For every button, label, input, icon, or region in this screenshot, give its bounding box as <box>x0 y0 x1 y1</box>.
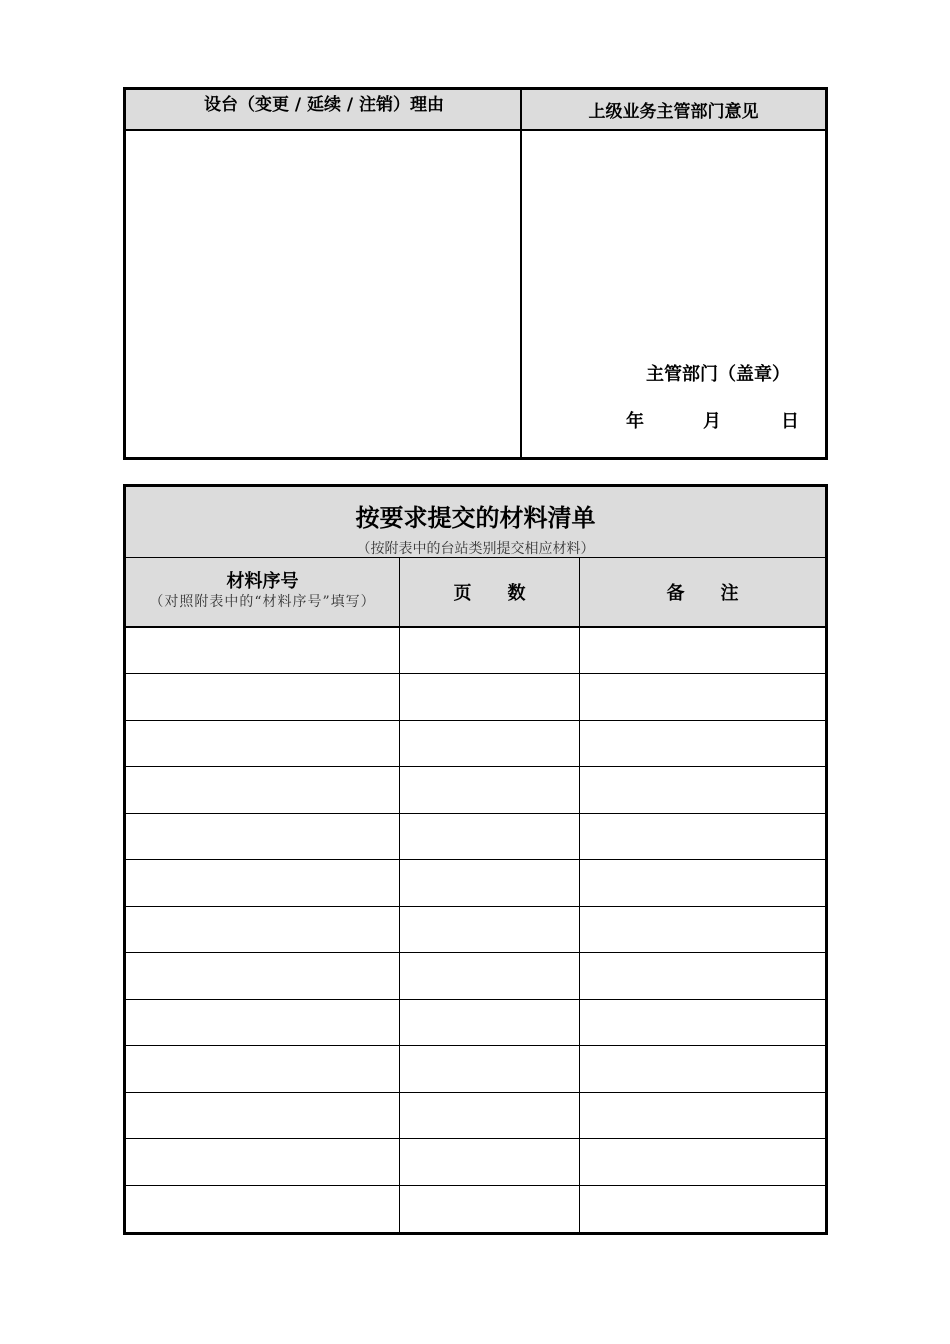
table-row <box>126 1186 825 1232</box>
serial-cell[interactable] <box>126 1139 399 1184</box>
pages-cell[interactable] <box>400 814 579 859</box>
serial-cell[interactable] <box>126 767 399 812</box>
table-row <box>126 1093 825 1139</box>
column-header-serial <box>126 558 399 626</box>
table-row <box>126 628 825 674</box>
pages-cell[interactable] <box>400 1093 579 1138</box>
serial-cell[interactable] <box>126 721 399 766</box>
supervisor-opinion-header: 上级业务主管部门意见 <box>522 90 825 131</box>
remarks-cell[interactable] <box>580 907 825 952</box>
table-row <box>126 1139 825 1185</box>
materials-rows <box>126 628 825 1232</box>
serial-cell[interactable] <box>126 907 399 952</box>
pages-cell[interactable] <box>400 721 579 766</box>
reason-field[interactable] <box>126 131 520 457</box>
remarks-cell[interactable] <box>580 814 825 859</box>
remarks-cell[interactable] <box>580 674 825 719</box>
serial-cell[interactable] <box>126 814 399 859</box>
table-row <box>126 721 825 767</box>
serial-cell[interactable] <box>126 1046 399 1091</box>
materials-column-header-row <box>126 558 825 628</box>
column-header-serial-note: （对照附表中的“材料序号”填写） <box>149 594 376 610</box>
table-row <box>126 860 825 906</box>
remarks-cell[interactable] <box>580 721 825 766</box>
reason-header: 设台（变更 / 延续 / 注销）理由 <box>126 90 522 131</box>
remarks-cell[interactable] <box>580 1046 825 1091</box>
date-day-label: 日 <box>781 411 799 432</box>
table-row <box>126 1000 825 1046</box>
table-row <box>126 767 825 813</box>
column-header-serial-label: 材料序号 <box>226 571 299 592</box>
remarks-cell[interactable] <box>580 953 825 998</box>
seal-label: 主管部门（盖章） <box>646 364 790 385</box>
column-header-pages: 页 数 <box>453 583 526 604</box>
materials-title-cell <box>126 487 825 558</box>
remarks-cell[interactable] <box>580 1000 825 1045</box>
pages-cell[interactable] <box>400 628 579 673</box>
table-row <box>126 953 825 999</box>
pages-cell[interactable] <box>400 860 579 905</box>
materials-list-table <box>123 484 828 1235</box>
pages-cell[interactable] <box>400 953 579 998</box>
serial-cell[interactable] <box>126 628 399 673</box>
remarks-cell[interactable] <box>580 628 825 673</box>
serial-cell[interactable] <box>126 1186 399 1232</box>
pages-cell[interactable] <box>400 1000 579 1045</box>
remarks-cell[interactable] <box>580 860 825 905</box>
remarks-cell[interactable] <box>580 767 825 812</box>
serial-cell[interactable] <box>126 1093 399 1138</box>
table-row <box>126 814 825 860</box>
remarks-cell[interactable] <box>580 1093 825 1138</box>
serial-cell[interactable] <box>126 1000 399 1045</box>
pages-cell[interactable] <box>400 1186 579 1232</box>
table-row <box>126 1046 825 1092</box>
column-header-remarks: 备 注 <box>666 583 739 604</box>
pages-cell[interactable] <box>400 767 579 812</box>
serial-cell[interactable] <box>126 953 399 998</box>
remarks-cell[interactable] <box>580 1139 825 1184</box>
table-row <box>126 674 825 720</box>
supervisor-opinion-field[interactable] <box>522 131 825 457</box>
pages-cell[interactable] <box>400 1046 579 1091</box>
date-month-label: 月 <box>703 411 721 432</box>
remarks-cell[interactable] <box>580 1186 825 1232</box>
serial-cell[interactable] <box>126 860 399 905</box>
serial-cell[interactable] <box>126 674 399 719</box>
materials-title: 按要求提交的材料清单 <box>355 503 596 532</box>
materials-subtitle: （按附表中的台站类别提交相应材料） <box>356 541 595 557</box>
table-row <box>126 907 825 953</box>
pages-cell[interactable] <box>400 907 579 952</box>
reason-opinion-form <box>123 87 828 460</box>
date-year-label: 年 <box>626 411 644 432</box>
pages-cell[interactable] <box>400 674 579 719</box>
pages-cell[interactable] <box>400 1139 579 1184</box>
